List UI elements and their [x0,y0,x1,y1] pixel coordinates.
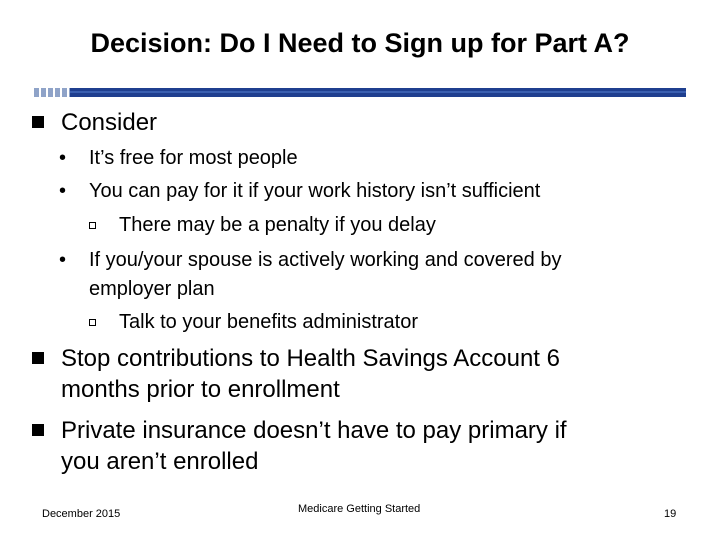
bullet-text: It’s free for most people [89,147,298,169]
square-bullet-icon [32,424,44,436]
dot-bullet-icon: • [59,180,67,202]
bullet-text-line: employer plan [89,278,215,300]
square-bullet-icon [32,352,44,364]
bullet-text [89,246,669,304]
hollow-square-bullet-icon [89,319,96,326]
footer-title: Medicare Getting Started [298,503,421,515]
footer-date: December 2015 [42,508,121,520]
bullet-text-line: months prior to enrollment [61,376,340,403]
dot-bullet-icon: • [59,147,67,169]
bullet-text-line: Stop contributions to Health Savings Account 6 [61,345,560,372]
dot-bullet-icon: • [59,249,67,271]
square-bullet-icon [32,116,44,128]
bullet-text-line: you aren’t enrolled [61,448,259,475]
bullet-text: Consider [61,109,158,136]
bullet-text-line: Private insurance doesn’t have to pay primary if [61,417,567,444]
rule-bar [70,88,686,97]
bullet-text-line: If you/your spouse is actively working and covered by [89,249,562,271]
bullet-text [61,343,681,405]
bullet-text: Talk to your benefits administrator [119,311,419,333]
rule-squares-decoration [34,88,70,97]
hollow-square-bullet-icon [89,222,96,229]
title-rule [34,88,686,97]
bullet-text [61,415,681,477]
bullet-text: There may be a penalty if you delay [119,214,436,236]
bullet-text: You can pay for it if your work history isn’t sufficient [89,180,541,202]
page-number: 19 [664,508,677,520]
slide-title: Decision: Do I Need to Sign up for Part A? [90,28,630,58]
